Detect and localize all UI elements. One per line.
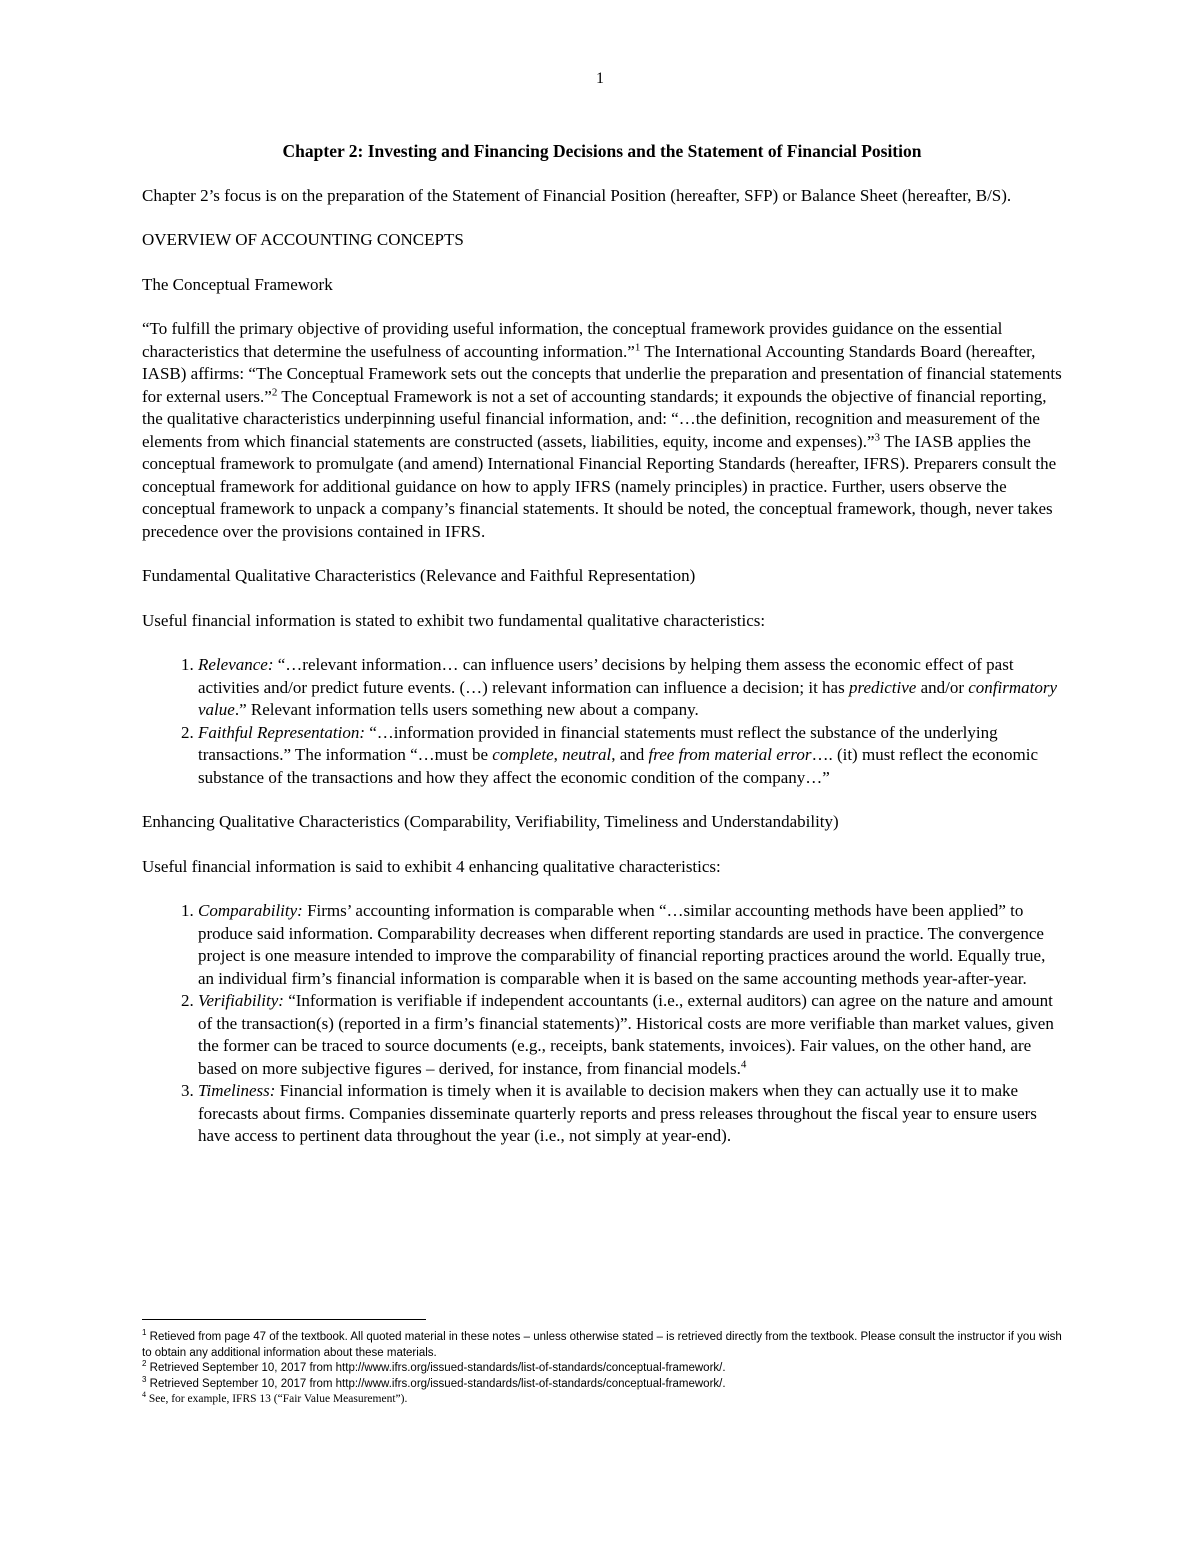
chapter-title: Chapter 2: Investing and Financing Decisions and the Statement of Financial Position <box>282 141 922 161</box>
list-term: Comparability: <box>198 901 303 920</box>
list-item-timeliness <box>198 1080 1062 1148</box>
list-term: Verifiability: <box>198 991 284 1010</box>
footnote-number: 4 <box>142 1390 146 1400</box>
list-text: “…information provided in financial statements must reflect the substance of the underlying transactions.” The information “…must be <box>198 722 998 764</box>
paragraph-text: The Conceptual Framework is not a set of accounting standards; it expounds the objective of financial reporting, the qualitative characteristics underpinning useful financial information, and: “…the definition, recognition and measurement of the elements from which financial statements are constructed (assets, liabilities, equity, income and expenses).” <box>142 386 1047 451</box>
enhancing-list <box>142 900 1062 1148</box>
main-content <box>142 140 1062 1170</box>
list-text: “…relevant information… can influence users’ decisions by helping them assess the economic effect of past activities and/or predict future events. (…) relevant information can influence a decision; it has <box>198 655 1014 697</box>
footnotes <box>142 1330 1062 1408</box>
footnote-separator <box>142 1319 426 1320</box>
paragraph-text: The IASB applies the conceptual framework to promulgate (and amend) International Financial Reporting Standards (hereafter, IFRS). Preparers consult the conceptual framework for additional guidance on how to apply IFRS (namely principles) in practice. Further, users observe the conceptual framework to unpack a company’s financial statements. It should be noted, the conceptual framework, though, never takes precedence over the provisions contained in IFRS. <box>142 431 1057 541</box>
list-text: Financial information is timely when it is available to decision makers when they can actually use it to make forecasts about firms. Companies disseminate quarterly reports and press releases throughout the fiscal year to ensure users have access to pertinent data throughout the year (i.e., not simply at year-end). <box>198 1081 1037 1145</box>
footnote-number: 2 <box>142 1359 147 1369</box>
fundamental-list <box>142 654 1062 789</box>
list-text: …. (it) must reflect the economic substance of the transactions and how they affect the economic condition of the company…” <box>198 745 1039 787</box>
list-term: Relevance: <box>198 655 274 674</box>
fundamental-intro: Useful financial information is stated to exhibit two fundamental qualitative characteristics: <box>142 610 766 630</box>
footnote-4 <box>142 1392 1062 1408</box>
paragraph-text: The International Accounting Standards Board (hereafter, IASB) affirms: “The Conceptual Framework sets out the concepts that underlie the preparation and presentation of financial statements for external users.” <box>142 341 1062 406</box>
subheading-enhancing: Enhancing Qualitative Characteristics (Comparability, Verifiability, Timeliness and Understandability) <box>142 812 839 831</box>
section-heading: OVERVIEW OF ACCOUNTING CONCEPTS <box>142 230 464 249</box>
list-term: Timeliness: <box>198 1081 276 1100</box>
list-text: , and <box>611 745 649 764</box>
footnote-number: 1 <box>142 1328 147 1338</box>
footnote-text: See, for example, IFRS 13 (“Fair Value Measurement”). <box>146 1393 408 1405</box>
footnote-1 <box>142 1330 1062 1361</box>
enhancing-intro: Useful financial information is said to exhibit 4 enhancing qualitative characteristics: <box>142 856 721 876</box>
list-text: , <box>553 745 563 764</box>
footnote-ref: 2 <box>271 385 278 398</box>
footnote-text: Retieved from page 47 of the textbook. All quoted material in these notes – unless otherwise stated – is retrieved directly from the textbook. Please consult the instructor if you wish to obtain any additional information about these materials. <box>142 1331 1062 1359</box>
emphasis: confirmatory value <box>198 677 1058 719</box>
subheading-conceptual-framework: The Conceptual Framework <box>142 274 333 294</box>
list-item-comparability <box>198 900 1062 990</box>
list-term: Faithful Representation: <box>198 722 365 742</box>
list-item-relevance <box>198 654 1062 722</box>
footnote-text: Retrieved September 10, 2017 from http://www.ifrs.org/issued-standards/list-of-standards/conceptual-framework/. <box>146 1377 726 1390</box>
list-text: .” Relevant information tells users something new about a company. <box>234 700 699 719</box>
subheading-fundamental: Fundamental Qualitative Characteristics (Relevance and Faithful Representation) <box>142 566 696 585</box>
list-item-verifiability <box>198 990 1062 1080</box>
footnote-text: Retrieved September 10, 2017 from http://www.ifrs.org/issued-standards/list-of-standards/conceptual-framework/. <box>146 1362 726 1374</box>
emphasis: predictive <box>848 677 917 697</box>
page-number: 1 <box>596 70 604 87</box>
emphasis: complete <box>492 745 554 764</box>
list-text: “Information is verifiable if independent accountants (i.e., external auditors) can agree on the nature and amount of the transaction(s) (reported in a firm’s financial statements)”. Historical costs are more verifiable than market values, given the former can be traced to source documents (e.g., receipts, bank statements, invoices). Fair values, on the other hand, are based on more subjective figures – derived, for instance, from financial models. <box>198 991 1054 1078</box>
footnote-ref: 4 <box>740 1057 747 1070</box>
footnote-number: 3 <box>142 1374 147 1384</box>
intro-paragraph: Chapter 2’s focus is on the preparation of the Statement of Financial Position (hereafter, SFP) or Balance Sheet (hereafter, B/S). <box>142 185 1012 205</box>
conceptual-framework-paragraph <box>142 318 1062 543</box>
list-item-faithful-representation <box>198 722 1062 790</box>
footnote-3 <box>142 1374 1062 1393</box>
footnote-ref: 3 <box>874 430 880 443</box>
emphasis: neutral <box>562 745 612 764</box>
footnote-ref: 1 <box>634 340 641 353</box>
list-text: and/or <box>916 677 969 697</box>
list-text: Firms’ accounting information is comparable when “…similar accounting methods have been applied” to produce said information. Comparability decreases when different reporting standards are used in practice. The convergence project is one measure intended to improve the comparability of financial reporting practices around the world. Equally true, an individual firm’s financial information is comparable when it is based on the same accounting methods year-after-year. <box>198 901 1046 988</box>
emphasis: free from material error <box>648 745 812 764</box>
footnote-2 <box>142 1361 1062 1377</box>
paragraph-text: “To fulfill the primary objective of providing useful information, the conceptual framework provides guidance on the essential characteristics that determine the usefulness of accounting information.” <box>142 319 1003 361</box>
